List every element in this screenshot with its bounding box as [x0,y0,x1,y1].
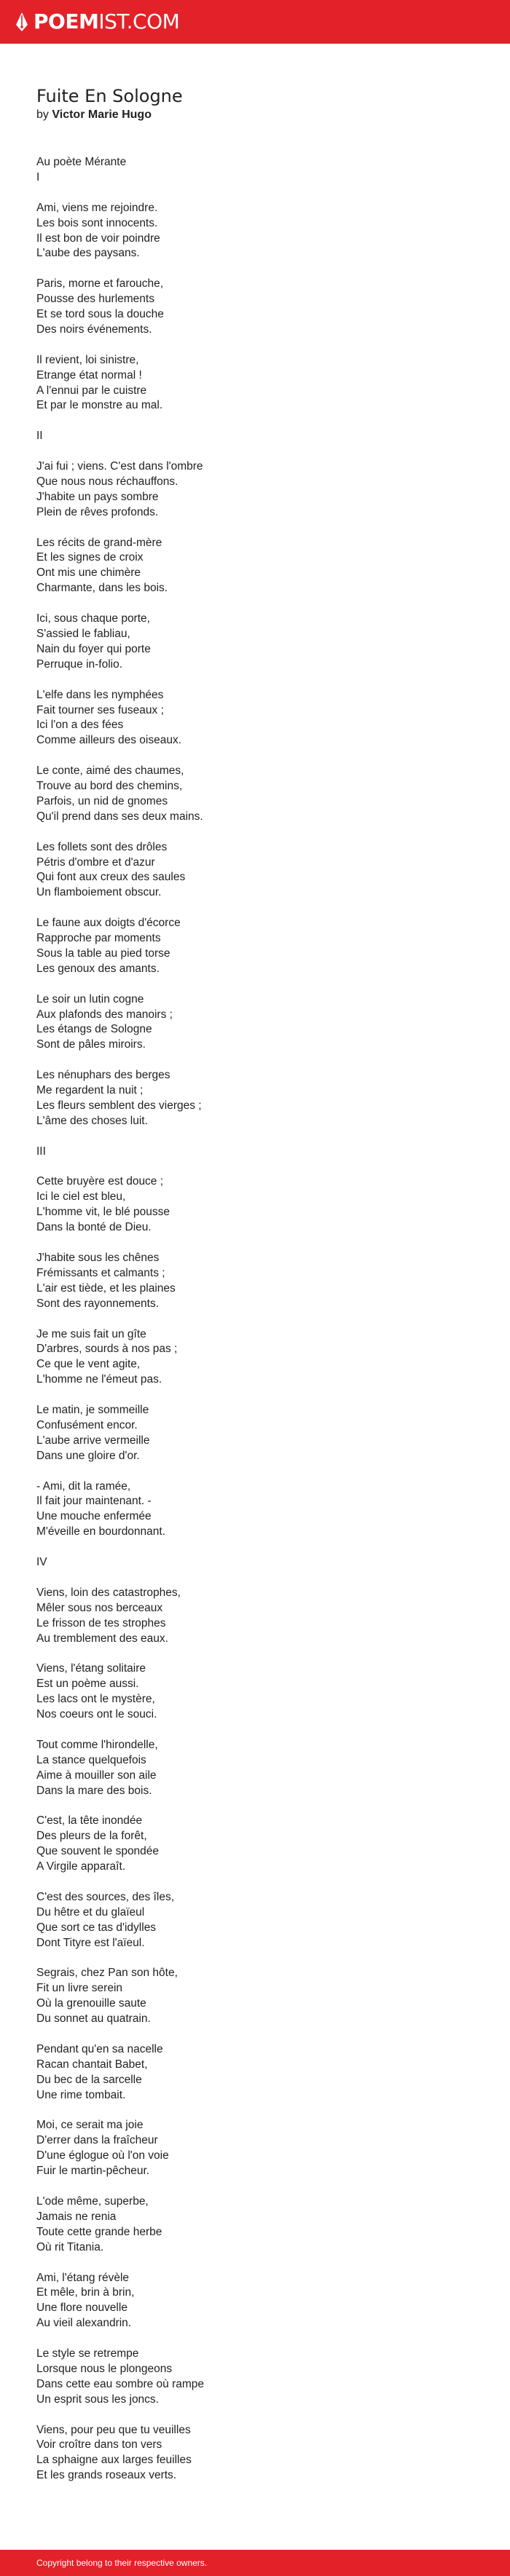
poem-line: Charmante, dans les bois. [36,582,168,595]
poem-line: L'aube arrive vermeille [36,1434,150,1447]
poem-stanza [36,612,510,673]
poem-line: Ce que le vent agite, [36,1358,141,1371]
poem-line: Les lacs ont le mystère, [36,1693,155,1706]
poem-stanza [36,2271,510,2332]
poem-line: Ici l'on a des fées [36,719,124,732]
site-logo[interactable] [16,9,180,33]
poem-line: Une rime tombait. [36,2088,126,2101]
poem-line: Jamais ne renia [36,2210,117,2223]
poem-line: L'ode même, superbe, [36,2194,149,2208]
poem-line: Segrais, chez Pan son hôte, [36,1967,178,1980]
poem-stanza [36,992,510,1054]
poem-line: Des pleurs de la forêt, [36,1830,147,1843]
poem-body [36,155,510,2484]
poem-line: Du sonnet au quatrain. [36,2012,151,2026]
poem-line: L'air est tiède, et les plaines [36,1281,176,1295]
poem-line: Me regardent la nuit ; [36,1084,144,1097]
poem-line: Qui font aux creux des saules [36,871,186,884]
poem-line: Parfois, un nid de gnomes [36,794,168,807]
poem-line: J'habite sous les chênes [36,1252,160,1264]
poem-line: Etrange état normal ! [36,368,142,382]
poem-line: Le frisson de tes strophes [36,1616,166,1629]
poem-line: Toute cette grande herbe [36,2225,162,2238]
poem-line: Dans une gloire d'or. [36,1449,140,1462]
poem-line: Fit un livre serein [36,1982,123,1995]
poem-line: Ami, l'étang révèle [36,2271,130,2284]
poem-line: Est un poème aussi. [36,1678,139,1691]
poem-line: Les bois sont innocents. [36,216,158,229]
poem-stanza [36,155,510,186]
poem-stanza [36,2042,510,2103]
poem-stanza [36,353,510,414]
poem-line: Le matin, je sommeille [36,1404,149,1417]
poem-line: Nos coeurs ont le souci. [36,1708,157,1721]
poem-line: M'éveille en bourdonnant. [36,1525,166,1538]
poem-line: D'errer dans la fraîcheur [36,2134,158,2147]
poem-stanza [36,1479,510,1541]
poem-line: Il fait jour maintenant. - [36,1495,152,1508]
poem-stanza [36,1966,510,2027]
poem-line: Du bec de la sarcelle [36,2073,142,2086]
logo-bold: POEM [34,9,99,33]
poem-line: Moi, ce serait ma joie [36,2119,144,2132]
poem-line: Les fleurs semblent des vierges ; [36,1099,202,1112]
poem-line: La stance quelquefois [36,1753,146,1766]
poem-line: Il revient, loi sinistre, [36,353,139,366]
poem-line: Les nénuphars des berges [36,1069,170,1082]
copyright-text: Copyright belong to their respective owners. [36,2558,208,2568]
poem-stanza [36,916,510,977]
poem-line: Que nous nous réchauffons. [36,475,178,488]
poem-stanza [36,201,510,262]
poem-line: Rapproche par moments [36,932,161,945]
poem-line: Que souvent le spondée [36,1845,160,1858]
poem-line: C'est, la tête inondée [36,1814,143,1828]
poem-line: IV [36,1556,47,1569]
poem-line: D'une églogue où l'on voie [36,2149,169,2162]
by-label: by [36,108,49,121]
poem-line: Au poète Mérante [36,156,127,168]
poem-line: S'assied le fabliau, [36,627,130,640]
poem-line: L'aube des paysans. [36,247,140,260]
poem-line: Et les signes de croix [36,551,144,564]
poem-line: Des noirs événements. [36,323,152,336]
poem-stanza [36,840,510,901]
poem-line: Ami, viens me rejoindre. [36,201,158,214]
poem-line: Frémissants et calmants ; [36,1266,165,1279]
poem-stanza [36,1555,510,1571]
poem-line: Viens, l'étang solitaire [36,1662,146,1675]
poem-line: Aux plafonds des manoirs ; [36,1008,173,1021]
poem-stanza [36,536,510,597]
poem-line: Perruque in-folio. [36,657,123,671]
poem-line: Les étangs de Sologne [36,1023,152,1036]
poem-stanza [36,2194,510,2256]
logo-light: IST.COM [98,9,180,33]
poem-line: Racan chantait Babet, [36,2058,148,2071]
poem-stanza [36,1251,510,1312]
poem-line: Ici le ciel est bleu, [36,1190,126,1204]
poem-line: Trouve au bord des chemins, [36,780,183,793]
poem-line: Les follets sont des drôles [36,840,168,853]
poem-line: Le conte, aimé des chaumes, [36,764,184,778]
poem-stanza [36,2118,510,2179]
site-header [0,0,510,44]
poem-line: Au vieil alexandrin. [36,2317,132,2330]
poem-line: Confusément encor. [36,1418,138,1431]
poem-line: L'homme vit, le blé pousse [36,1206,170,1219]
poem-line: Mêler sous nos berceaux [36,1601,163,1614]
poem-line: Le faune aux doigts d'écorce [36,917,181,930]
poem-line: D'arbres, sourds à nos pas ; [36,1343,178,1356]
poem-stanza [36,1814,510,1875]
poem-stanza [36,1068,510,1129]
quill-pen-icon [16,12,28,31]
poem-stanza [36,1327,510,1388]
poem-line: Où la grenouille saute [36,1997,146,2010]
poem-line: - Ami, dit la ramée, [36,1479,131,1493]
poem-line: III [36,1145,46,1158]
poem-line: Il est bon de voir poindre [36,232,160,245]
poem-line: Dans cette eau sombre où rampe [36,2377,205,2390]
poem-line: Le style se retrempe [36,2347,139,2360]
poem-line: Qu'il prend dans ses deux mains. [36,810,203,823]
poem-line: Dans la mare des bois. [36,1784,152,1797]
poem-line: Sont des rayonnements. [36,1297,160,1310]
poem-line: Lorsque nous le plongeons [36,2362,173,2375]
poem-stanza [36,1890,510,1951]
poem-line: Les récits de grand-mère [36,536,162,549]
poem-line: A Virgile apparaît. [36,1860,126,1873]
poem-line: Et mêle, brin à brin, [36,2286,135,2299]
poem-line: Voir croître dans ton vers [36,2438,162,2451]
poem-content [0,44,510,2484]
poem-stanza [36,688,510,749]
poem-line: Une flore nouvelle [36,2302,128,2315]
poem-stanza [36,1586,510,1647]
poem-line: Que sort ce tas d'idylles [36,1921,157,1934]
poem-line: I [36,170,40,183]
poem-line: Sont de pâles miroirs. [36,1038,146,1051]
poem-line: Plein de rêves profonds. [36,505,159,518]
poem-line: Tout comme l'hirondelle, [36,1738,158,1751]
poem-line: L'âme des choses luit. [36,1114,148,1127]
poem-line: L'homme ne l'émeut pas. [36,1373,162,1386]
poem-line: Viens, loin des catastrophes, [36,1586,181,1599]
poem-line: Fait tourner ses fuseaux ; [36,703,164,716]
poem-line: Pousse des hurlements [36,293,154,306]
poem-stanza [36,2423,510,2484]
poem-line: Un esprit sous les joncs. [36,2393,159,2406]
poem-line: Sous la table au pied torse [36,947,170,960]
poem-stanza [36,1403,510,1464]
poem-stanza [36,1174,510,1236]
poem-line: Ici, sous chaque porte, [36,612,150,625]
poem-line: Au tremblement des eaux. [36,1632,168,1645]
poem-line: Dans la bonté de Dieu. [36,1221,152,1234]
poem-line: Fuir le martin-pêcheur. [36,2165,150,2178]
poem-stanza [36,2347,510,2408]
poem-line: Viens, pour peu que tu veuilles [36,2423,191,2436]
byline [36,107,510,123]
poem-stanza [36,459,510,521]
poem-line: Paris, morne et farouche, [36,277,164,291]
poem-line: Cette bruyère est douce ; [36,1175,164,1188]
poem-line: Un flamboiement obscur. [36,886,162,899]
poem-stanza [36,429,510,444]
poem-line: Du hêtre et du glaïeul [36,1905,145,1919]
site-footer [0,2550,510,2576]
poem-title: Fuite En Sologne [36,86,183,106]
poem-line: J'habite un pays sombre [36,490,159,503]
poem-line: L'elfe dans les nymphées [36,688,164,701]
poem-line: Les genoux des amants. [36,962,160,975]
poem-line: A l'ennui par le cuistre [36,384,147,397]
poem-stanza [36,1662,510,1723]
poem-stanza [36,764,510,825]
logo-text [34,9,180,33]
poem-line: La sphaigne aux larges feuilles [36,2454,192,2467]
poem-line: Pendant qu'en sa nacelle [36,2042,163,2055]
poem-line: Et par le monstre au mal. [36,399,163,412]
poem-line: J'ai fui ; viens. C'est dans l'ombre [36,460,203,473]
poem-line: Où rit Titania. [36,2240,104,2253]
poem-line: Et se tord sous la douche [36,308,164,321]
author-name[interactable]: Victor Marie Hugo [52,108,152,121]
poem-line: Et les grands roseaux verts. [36,2469,177,2482]
poem-stanza [36,277,510,338]
poem-line: C'est des sources, des îles, [36,1890,175,1903]
poem-line: Nain du foyer qui porte [36,642,151,655]
poem-line: Dont Tityre est l'aïeul. [36,1936,145,1949]
poem-stanza [36,1145,510,1160]
poem-line: Ont mis une chimère [36,566,141,580]
poem-line: Comme ailleurs des oiseaux. [36,734,182,747]
poem-line: Aime à mouiller son aile [36,1769,157,1782]
poem-line: Je me suis fait un gîte [36,1327,146,1340]
poem-stanza [36,1738,510,1799]
poem-line: II [36,430,43,443]
poem-line: Le soir un lutin cogne [36,992,144,1005]
poem-line: Une mouche enfermée [36,1510,152,1523]
poem-line: Pétris d'ombre et d'azur [36,856,155,869]
